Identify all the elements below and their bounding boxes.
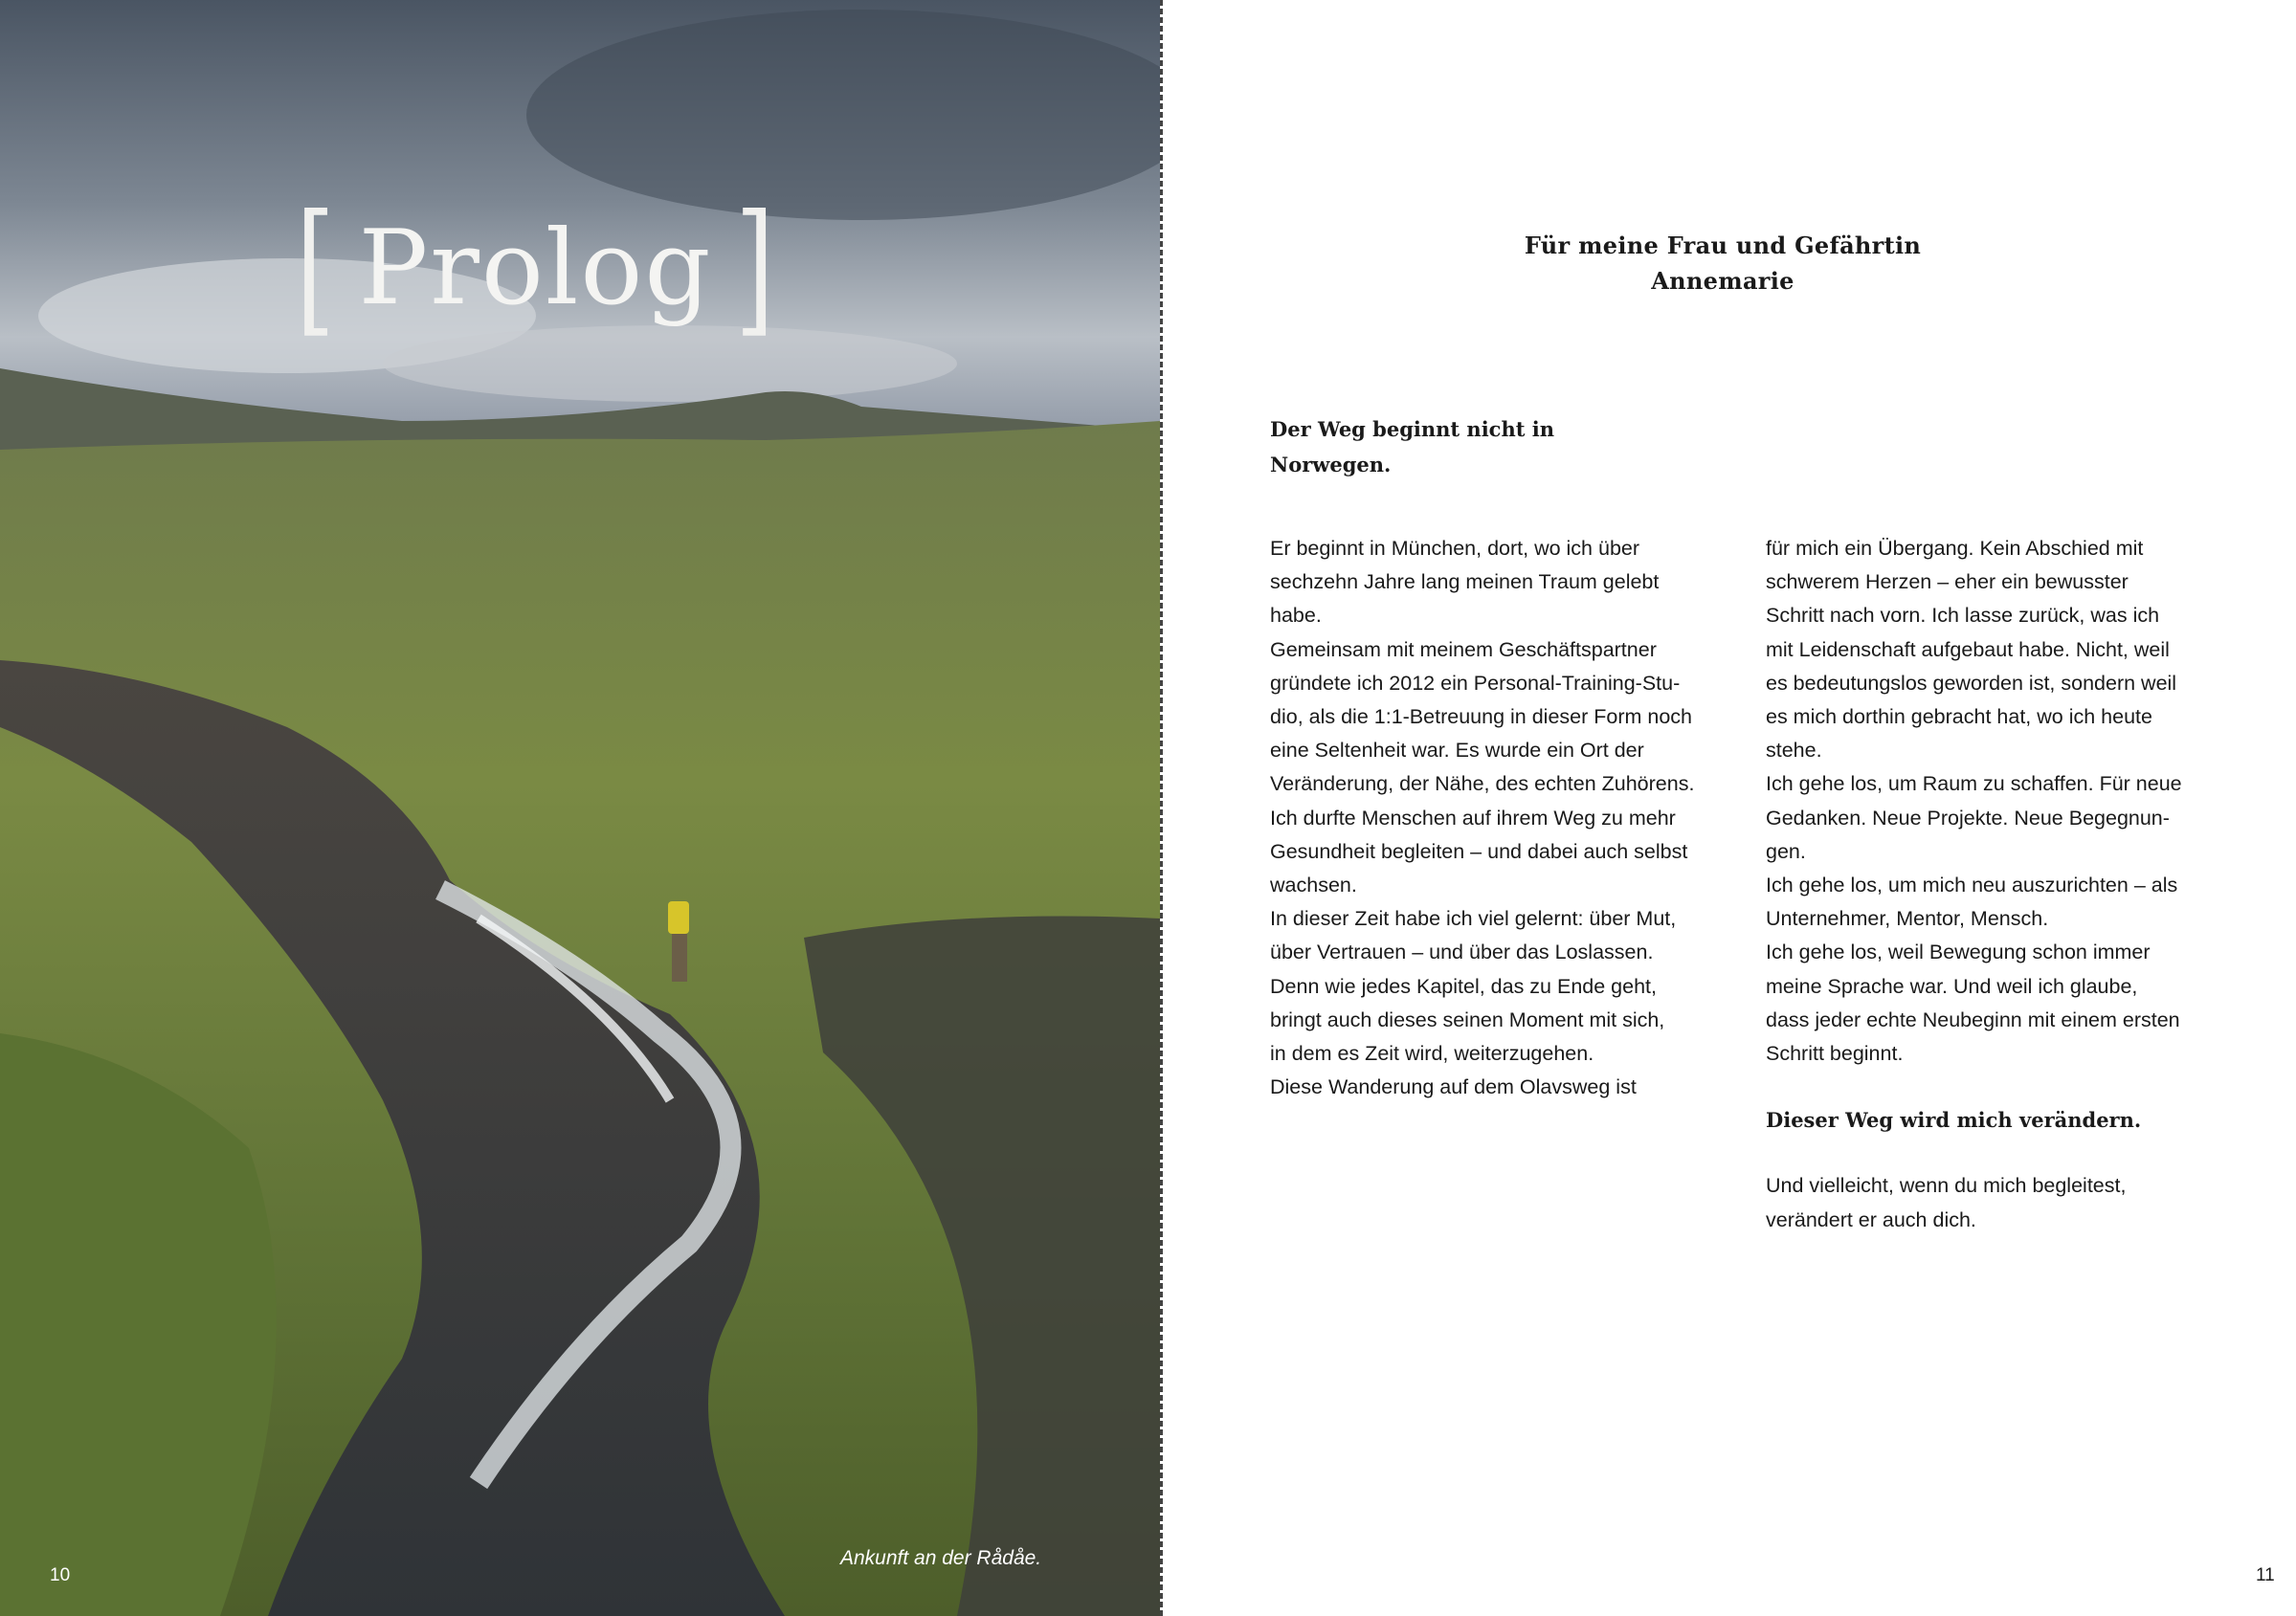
- chapter-title: [287, 185, 784, 351]
- body-text-1: Er beginnt in München, dort, wo ich über sechzehn Jahre lang meinen Traum gelebt habe. Gemeinsam mit meinem Geschäftspartner gründete ich 2012 ein Personal-Training-Stu- dio, als die 1:1-Betreuung in dieser Form noch eine Seltenheit war. Es wurde ein Ort der Veränderung, der Nähe, des echten Zuhörens. Ich durfte Menschen auf ihrem Weg zu mehr Gesundheit begleiten – und dabei auch selbst wachsen. In dieser Zeit habe ich viel gelernt: über Mut, über Vertrauen – und über das Loslassen. Denn wie jedes Kapitel, das zu Ende geht, bringt auch dieses seinen Moment mit sich, in dem es Zeit wird, weiterzugehen. Diese Wanderung auf dem Olavsweg ist: [1270, 537, 1695, 1099]
- dedication: [1340, 228, 2106, 299]
- text-column-2: [1766, 532, 2263, 1237]
- dedication-line-2: Annemarie: [1651, 267, 1794, 295]
- page-number-left: 10: [50, 1565, 71, 1585]
- bracket-open: [: [296, 185, 337, 351]
- dedication-line-1: Für meine Frau und Gefährtin: [1524, 232, 1922, 259]
- photo-caption: Ankunft an der Rådåe.: [840, 1547, 1042, 1569]
- emphasis-line: Dieser Weg wird mich verändern.: [1766, 1108, 2142, 1133]
- hiker-backpack: [668, 901, 689, 934]
- text-column-1: [1270, 532, 1749, 1104]
- closing-text: Und vielleicht, wenn du mich begleitest, verändert er auch dich.: [1766, 1174, 2127, 1231]
- chapter-title-text: Prolog: [358, 208, 713, 328]
- page-number-right: 11: [2256, 1565, 2275, 1585]
- page-divider: [1160, 0, 1163, 1616]
- bracket-close: ]: [734, 185, 775, 351]
- intro-heading: Der Weg beginnt nicht in Norwegen.: [1270, 417, 1554, 476]
- body-text-2: für mich ein Übergang. Kein Abschied mit schwerem Herzen – eher ein bewusster Schritt nach vorn. Ich lasse zurück, was ich mit Leidenschaft aufgebaut habe. Nicht, weil es bedeutungslos geworden ist, sondern weil es mich dorthin gebracht hat, wo ich heute stehe. Ich gehe los, um Raum zu schaffen. Für neue Gedanken. Neue Projekte. Neue Begegnun- gen. Ich gehe los, um mich neu auszurichten – als Unternehmer, Mentor, Mensch. Ich gehe los, weil Bewegung schon immer meine Sprache war. Und weil ich glaube, dass jeder echte Neubeginn mit einem ersten Schritt beginnt.: [1766, 537, 2182, 1066]
